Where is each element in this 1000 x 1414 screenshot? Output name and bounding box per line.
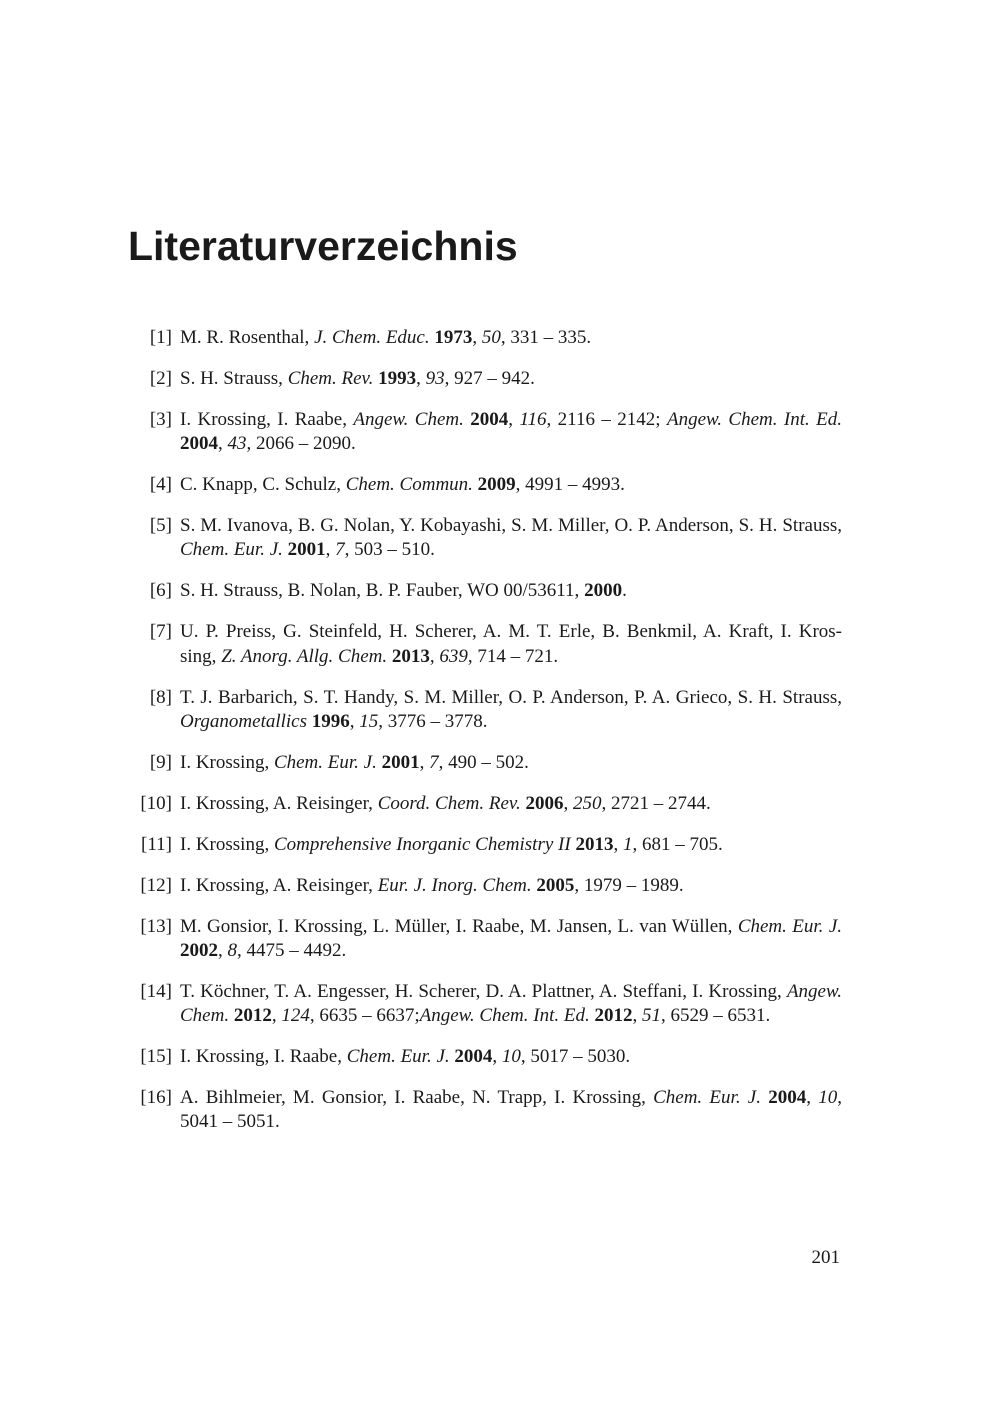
reference-text: S. H. Strauss, Chem. Rev. 1993, 93, 927 – 942. [180,367,535,389]
reference-text: I. Krossing, I. Raabe, Angew. Chem. 2004, 116, 2116 – 2142; Angew. Chem. Int. Ed. 2004, 43, 2066 – 2090. [180,408,843,455]
reference-entry [130,1045,842,1069]
reference-entry [130,915,842,964]
reference-text: M. Gonsior, I. Krossing, L. Müller, I. Raabe, M. Jansen, L. van Wüllen, Chem. Eur. J. 2002, 8, 4475 – 4492. [180,915,843,961]
reference-number: [10] [140,792,172,814]
reference-number: [8] [149,686,172,708]
reference-text: M. R. Rosenthal, J. Chem. Educ. 1973, 50, 331 – 335. [180,327,592,348]
reference-number: [12] [140,874,172,896]
reference-text: I. Krossing, Comprehensive Inorganic Chemistry II 2013, 1, 681 – 705. [180,833,723,855]
reference-number: [15] [140,1046,172,1068]
reference-number: [9] [149,751,172,773]
page-number: 201 [811,1247,840,1268]
reference-text: A. Bihlmeier, M. Gonsior, I. Raabe, N. Trapp, I. Krossing, Chem. Eur. J. 2004, 10, 5041 – 5051. [180,1087,842,1133]
reference-number: [11] [141,833,172,855]
reference-entry [130,833,842,857]
reference-entry [130,874,842,898]
reference-number: [5] [149,515,172,537]
reference-text: T. Köchner, T. A. Engesser, H. Scherer, D. A. Plattner, A. Steffani, I. Krossing, Angew. Chem. 2012, 124, 6635 – 6637;Angew. Chem. Int. Ed. 2012, 51, 6529 – 6531. [180,980,842,1027]
reference-entry [130,326,842,350]
reference-text: U. P. Preiss, G. Steinfeld, H. Scherer, A. M. T. Erle, B. Benkmil, A. Kraft, I. Kros- sing, Z. Anorg. Allg. Chem. 2013, 639, 714 – 721. [180,621,842,667]
reference-text: I. Krossing, Chem. Eur. J. 2001, 7, 490 – 502. [180,751,529,773]
reference-entry [130,473,842,497]
reference-number: [6] [149,580,172,602]
reference-number: [1] [149,327,172,348]
reference-text: I. Krossing, A. Reisinger, Coord. Chem. Rev. 2006, 250, 2721 – 2744. [180,792,711,814]
reference-entry [130,1086,842,1135]
reference-text: S. H. Strauss, B. Nolan, B. P. Fauber, WO 00/53611, 2000. [180,580,627,602]
reference-entry [130,408,842,457]
reference-number: [4] [149,474,172,496]
reference-entry [130,980,842,1029]
reference-text: I. Krossing, A. Reisinger, Eur. J. Inorg. Chem. 2005, 1979 – 1989. [180,874,684,896]
reference-entry [130,792,842,816]
reference-text: S. M. Ivanova, B. G. Nolan, Y. Kobayashi, S. M. Miller, O. P. Anderson, S. H. Strauss, Chem. Eur. J. 2001, 7, 503 – 510. [180,515,842,561]
reference-list [130,326,842,1151]
reference-number: [2] [149,367,172,389]
reference-number: [16] [140,1087,172,1109]
reference-text: C. Knapp, C. Schulz, Chem. Commun. 2009, 4991 – 4993. [180,474,625,496]
reference-text: I. Krossing, I. Raabe, Chem. Eur. J. 2004, 10, 5017 – 5030. [180,1046,631,1068]
reference-number: [14] [140,980,172,1002]
reference-entry [130,620,842,669]
reference-entry [130,751,842,775]
reference-number: [13] [140,915,172,937]
reference-entry [130,579,842,603]
reference-entry [130,367,842,391]
reference-entry [130,686,842,735]
chapter-title: Literaturverzeichnis [128,223,518,269]
reference-number: [7] [149,621,172,643]
reference-entry [130,514,842,563]
reference-number: [3] [149,408,172,430]
reference-text: T. J. Barbarich, S. T. Handy, S. M. Miller, O. P. Anderson, P. A. Grieco, S. H. Strauss, Organometallics 1996, 15, 3776 – 3778. [180,686,842,732]
